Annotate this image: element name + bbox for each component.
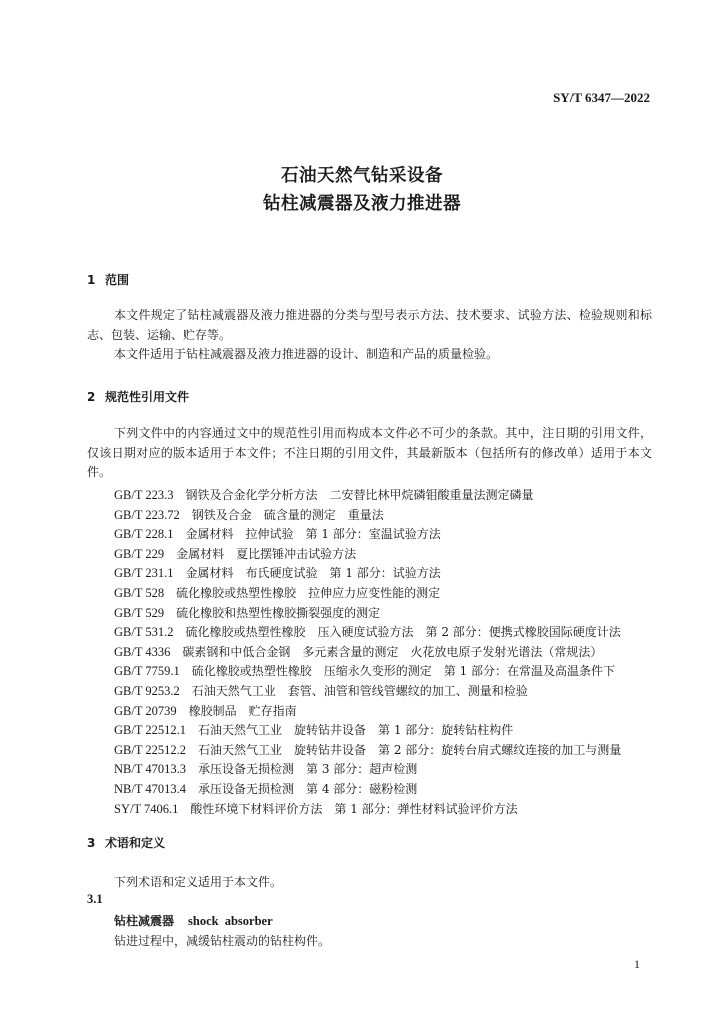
reference-code: GB/T 231.1 xyxy=(114,566,174,581)
section-2-heading xyxy=(87,388,189,405)
section-3-number: 3 xyxy=(87,836,96,850)
section-3-heading xyxy=(87,834,165,851)
section-1-paragraph-1: 本文件规定了钻柱减震器及液力推进器的分类与型号表示方法、技术要求、试验方法、检验规则和标志、包装、运输、贮存等。 xyxy=(87,308,652,342)
reference-code: GB/T 528 xyxy=(114,585,165,600)
reference-item xyxy=(114,760,621,780)
section-2-title: 规范性引用文件 xyxy=(105,390,190,404)
reference-title: 石油天然气工业 套管、油管和管线管螺纹的加工、测量和检验 xyxy=(191,683,528,698)
standard-code: SY/T 6347—2022 xyxy=(553,90,650,105)
reference-code: GB/T 4336 xyxy=(114,644,171,659)
reference-code: GB/T 223.72 xyxy=(114,507,180,522)
reference-code: GB/T 20739 xyxy=(114,703,177,718)
reference-code: SY/T 7406.1 xyxy=(114,801,179,816)
reference-item xyxy=(114,525,621,545)
reference-title: 承压设备无损检测 第 4 部分：磁粉检测 xyxy=(198,781,418,796)
reference-code: GB/T 229 xyxy=(114,546,165,561)
reference-item xyxy=(114,564,621,584)
reference-title: 硫化橡胶或热塑性橡胶 压入硬度试验方法 第 2 部分：便携式橡胶国际硬度计法 xyxy=(185,625,621,640)
section-2-number: 2 xyxy=(87,390,96,404)
document-title-line1: 石油天然气钻采设备 xyxy=(281,166,443,186)
reference-item xyxy=(114,800,621,820)
reference-code: GB/T 228.1 xyxy=(114,527,174,542)
reference-title: 承压设备无损检测 第 3 部分：超声检测 xyxy=(198,762,418,777)
section-1-heading xyxy=(87,271,129,288)
section-3-intro: 下列术语和定义适用于本文件。 xyxy=(114,875,283,889)
term-entry xyxy=(114,912,273,929)
reference-title: 硫化橡胶和热塑性橡胶撕裂强度的测定 xyxy=(176,605,381,620)
reference-item xyxy=(114,584,621,604)
reference-item xyxy=(114,486,621,506)
section-1-number: 1 xyxy=(87,273,96,287)
reference-code: GB/T 7759.1 xyxy=(114,664,180,679)
normative-references-list xyxy=(114,486,621,819)
term-english: shock absorber xyxy=(188,914,273,928)
reference-code: GB/T 529 xyxy=(114,605,165,620)
reference-title: 金属材料 夏比摆锤冲击试验方法 xyxy=(176,546,357,561)
reference-item xyxy=(114,643,621,663)
reference-title: 金属材料 拉伸试验 第 1 部分：室温试验方法 xyxy=(185,527,441,542)
reference-code: NB/T 47013.3 xyxy=(114,762,186,777)
section-1-paragraph-2: 本文件适用于钻柱减震器及液力推进器的设计、制造和产品的质量检验。 xyxy=(114,347,499,361)
term-chinese: 钻柱减震器 xyxy=(114,914,175,928)
reference-item xyxy=(114,623,621,643)
section-3-title: 术语和定义 xyxy=(105,836,166,850)
reference-title: 橡胶制品 贮存指南 xyxy=(188,703,297,718)
reference-title: 石油天然气工业 旋转钻井设备 第 1 部分：旋转钻柱构件 xyxy=(198,723,514,738)
reference-title: 酸性环境下材料评价方法 第 1 部分：弹性材料试验评价方法 xyxy=(190,801,518,816)
reference-title: 硫化橡胶或热塑性橡胶 拉伸应力应变性能的测定 xyxy=(176,585,441,600)
reference-item xyxy=(114,604,621,624)
section-2-intro: 下列文件中的内容通过文中的规范性引用而构成本文件必不可少的条款。其中，注日期的引用文件，仅该日期对应的版本适用于本文件；不注日期的引用文件，其最新版本（包括所有的修改单）适用于本文件。 xyxy=(87,426,652,479)
reference-code: GB/T 22512.1 xyxy=(114,723,186,738)
reference-title: 石油天然气工业 旋转钻井设备 第 2 部分：旋转台肩式螺纹连接的加工与测量 xyxy=(198,742,622,757)
term-number: 3.1 xyxy=(87,892,103,906)
reference-title: 钢铁及合金 硫含量的测定 重量法 xyxy=(191,507,384,522)
reference-item xyxy=(114,506,621,526)
reference-code: GB/T 22512.2 xyxy=(114,742,186,757)
reference-item xyxy=(114,780,621,800)
reference-title: 金属材料 布氏硬度试验 第 1 部分：试验方法 xyxy=(185,566,441,581)
reference-title: 硫化橡胶或热塑性橡胶 压缩永久变形的测定 第 1 部分：在常温及高温条件下 xyxy=(191,664,616,679)
reference-code: GB/T 223.3 xyxy=(114,488,174,502)
reference-item xyxy=(114,662,621,682)
reference-item xyxy=(114,702,621,722)
reference-item xyxy=(114,545,621,565)
reference-code: GB/T 531.2 xyxy=(114,625,174,640)
reference-item xyxy=(114,682,621,702)
term-definition: 钻进过程中，减缓钻柱震动的钻柱构件。 xyxy=(114,934,331,948)
reference-title: 钢铁及合金化学分析方法 二安替比林甲烷磷钼酸重量法测定磷量 xyxy=(185,488,534,502)
document-title-line2: 钻柱减震器及液力推进器 xyxy=(263,194,461,214)
reference-code: GB/T 9253.2 xyxy=(114,683,180,698)
reference-item xyxy=(114,721,621,741)
reference-title: 碳素钢和中低合金钢 多元素含量的测定 火花放电原子发射光谱法（常规法） xyxy=(182,644,603,659)
reference-code: NB/T 47013.4 xyxy=(114,781,186,796)
section-1-title: 范围 xyxy=(105,273,130,287)
reference-item xyxy=(114,741,621,761)
page-number: 1 xyxy=(634,957,640,971)
